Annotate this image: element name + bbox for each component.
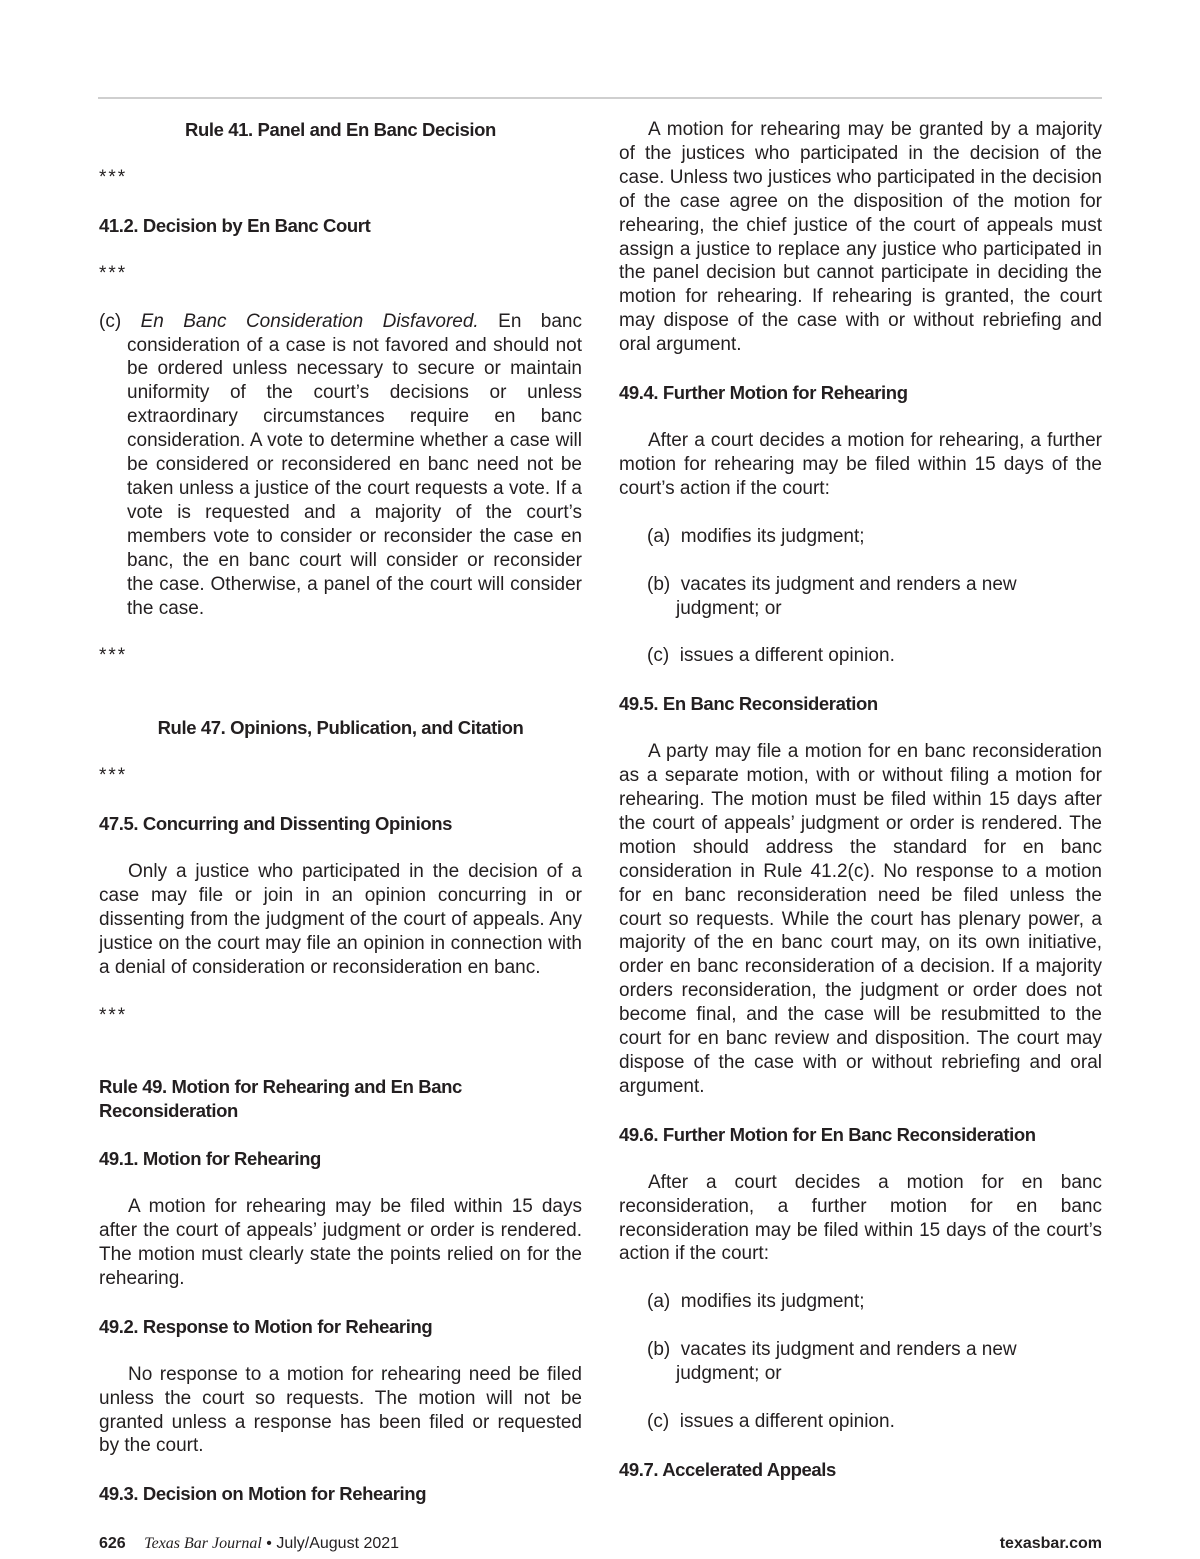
item-text: vacates its judgment and renders a new judgment; or	[676, 1339, 1017, 1385]
paragraph-49-1: A motion for rehearing may be filed within 15 days after the court of appeals’ judgment or order is rendered. The motion must clearly state the points relied on for the rehearing.	[99, 1196, 582, 1289]
paragraph-41-2-c	[99, 310, 582, 621]
website-link[interactable]: texasbar.com	[999, 1535, 1102, 1552]
item-label: (a)	[647, 525, 671, 547]
item-text: modifies its judgment;	[680, 525, 865, 547]
paragraph-49-4: After a court decides a motion for rehearing, a further motion for rehearing may be filed within 15 days of the court’s action if the court:	[619, 429, 1102, 499]
section-49-3-heading: 49.3. Decision on Motion for Rehearing	[99, 1483, 427, 1505]
paragraph-47-5: Only a justice who participated in the decision of a case may file or join in an opinion concurring in or dissenting from the judgment of the court of appeals. Any justice on the court may file an opinion in connection with a denial of consideration or reconsideration en banc.	[99, 861, 582, 978]
rule-41-heading: Rule 41. Panel and En Banc Decision	[185, 119, 496, 140]
item-text: issues a different opinion.	[679, 1411, 895, 1433]
rule-47-heading: Rule 47. Opinions, Publication, and Citation	[157, 717, 524, 739]
section-41-2-heading: 41.2. Decision by En Banc Court	[99, 214, 371, 236]
section-49-5-heading: 49.5. En Banc Reconsideration	[619, 693, 878, 715]
omission-stars: ***	[99, 1004, 128, 1026]
left-column	[99, 118, 582, 1506]
paragraph-49-3: A motion for rehearing may be granted by a majority of the justices who participated in the decision of the case. Unless two justices who participated in the decision of the case agree on the disposition of the motion for rehearing, the chief justice of the court of appeals must assign a justice to replace any justice who participated in the panel decision but cannot participate in deciding the motion for rehearing. If rehearing is granted, the court may dispose of the case with or without rebriefing and oral argument.	[619, 119, 1102, 356]
paragraph-text: En banc consideration of a case is not favored and should not be ordered unless necessary to secure or maintain uniformity of the court’s decisions or unless extraordinary circumstances require en banc consideration. A vote to determine whether a case will be considered or reconsidered en banc need not be taken unless a justice of the court requests a vote. If a vote is requested and a majority of the court’s members vote to consider or reconsider the case en banc, the en banc court will consider or reconsider the case. Otherwise, a panel of the court will consider the case.	[127, 310, 582, 619]
paragraph-49-5: A party may file a motion for en banc reconsideration as a separate motion, with or without filing a motion for rehearing. The motion must be filed within 15 days after the court of appeals’ judgment or order is rendered. The motion should address the standard for en banc consideration in Rule 41.2(c). No response to a motion for en banc reconsideration need be filed unless the court so requests. While the court has plenary power, a majority of the en banc court may, on its own initiative, order en banc reconsideration of a decision. If a majority orders reconsideration, the judgment or order does not become final, and the case will be resubmitted to the court for en banc review and disposition. The court may dispose of the case with or without rebriefing and oral argument.	[619, 741, 1102, 1097]
paragraph-49-6: After a court decides a motion for en banc reconsideration, a further motion for en banc reconsideration may be filed within 15 days of the court’s action if the court:	[619, 1171, 1102, 1265]
omission-stars: ***	[99, 166, 128, 188]
item-label: (b)	[647, 1339, 671, 1361]
list-item	[619, 1290, 1102, 1314]
journal-title: Texas Bar Journal	[144, 1535, 262, 1552]
section-49-2-heading: 49.2. Response to Motion for Rehearing	[99, 1315, 433, 1337]
issue-date: July/August 2021	[276, 1535, 400, 1552]
item-label: (c)	[647, 1411, 670, 1433]
section-49-7-heading: 49.7. Accelerated Appeals	[619, 1458, 836, 1480]
item-text: issues a different opinion.	[679, 645, 895, 667]
header-rule	[98, 97, 1102, 99]
list-item	[619, 525, 1102, 549]
item-text: vacates its judgment and renders a new judgment; or	[676, 573, 1017, 619]
right-column	[619, 118, 1102, 1482]
section-49-6-heading: 49.6. Further Motion for En Banc Reconsideration	[619, 1123, 1036, 1145]
paragraph-title: En Banc Consideration Disfavored.	[140, 310, 479, 332]
omission-stars: ***	[99, 645, 128, 667]
item-label: (c)	[99, 310, 122, 332]
section-47-5-heading: 47.5. Concurring and Dissenting Opinions	[99, 813, 453, 835]
section-49-1-heading: 49.1. Motion for Rehearing	[99, 1148, 321, 1170]
item-label: (a)	[647, 1291, 671, 1313]
section-49-4-heading: 49.4. Further Motion for Rehearing	[619, 382, 908, 404]
item-label: (c)	[647, 645, 670, 667]
list-item	[619, 1338, 1102, 1386]
rule-49-heading: Rule 49. Motion for Rehearing and En Banc Reconsideration	[99, 1076, 462, 1122]
page-number: 626	[99, 1535, 126, 1552]
footer-left	[99, 1535, 399, 1553]
paragraph-49-2: No response to a motion for rehearing need be filed unless the court so requests. The motion will not be granted unless a response has been filed or requested by the court.	[99, 1363, 582, 1457]
omission-stars: ***	[99, 765, 128, 787]
page-footer	[99, 1535, 1102, 1559]
list-item	[619, 573, 1102, 621]
omission-stars: ***	[99, 262, 128, 284]
item-label: (b)	[647, 573, 671, 595]
list-item	[619, 644, 1102, 668]
item-text: modifies its judgment;	[680, 1291, 865, 1313]
list-item	[619, 1410, 1102, 1434]
bullet-separator: •	[266, 1535, 272, 1552]
